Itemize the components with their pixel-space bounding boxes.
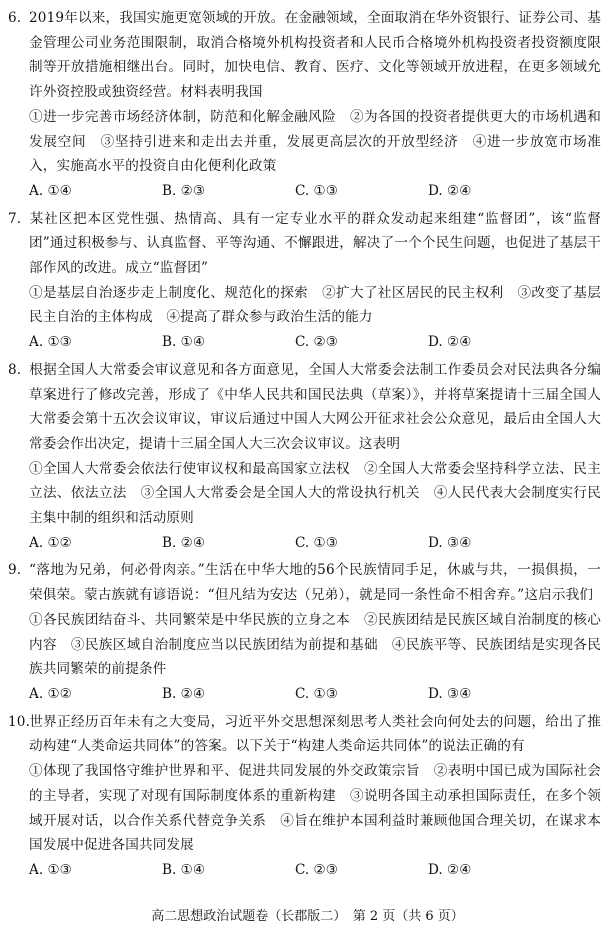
choice-c[interactable]: C. ①③ [295, 182, 338, 199]
choice-d[interactable]: D. ③④ [428, 534, 472, 551]
page-footer: 高二思想政治试题卷（长郡版二） 第 2 页（共 6 页） [151, 909, 464, 924]
question-9 [8, 558, 601, 706]
question-stem: 某社区把本区党性强、热情高、具有一定专业水平的群众发动起来组建“监督团”，该“监督团”通过积极参与、认真监督、平等沟通、不懈跟进，解决了一个个民生问题，也促进了基层干部作风的改进。成立“监督团” [29, 210, 601, 277]
choice-d[interactable]: D. ②④ [428, 861, 472, 878]
question-7 [8, 207, 601, 355]
question-10 [8, 710, 601, 883]
choice-c[interactable]: C. ①③ [295, 534, 338, 551]
choice-a[interactable]: A. ①② [29, 534, 72, 551]
answer-choices [8, 531, 601, 556]
question-8 [8, 358, 601, 556]
question-options: ①体现了我国恪守维护世界和平、促进共同发展的外交政策宗旨 ②表明中国已成为国际社会的主导者，实现了对现有国际制度体系的重新构建 ③说明各国主动承担国际责任，在多个领域开展对话，以合作关系代替竞争关系 ④旨在维护本国利益时兼顾他国合理关切，在谋求本国发展中促进各国共同发展 [29, 763, 601, 854]
question-number: 9. [8, 562, 22, 579]
choice-b[interactable]: B. ①④ [162, 861, 206, 878]
question-number: 7. [8, 210, 22, 227]
answer-choices [8, 330, 601, 355]
question-number: 8. [8, 361, 22, 378]
choice-c[interactable]: C. ②③ [295, 334, 338, 351]
question-6 [8, 6, 601, 204]
question-stem: 2019年以来，我国实施更宽领域的开放。在金融领域，全面取消在华外资银行、证券公司、基金管理公司业务范围限制，取消合格境外机构投资者和人民币合格境外机构投资者投资额度限制等开放措施相继出台。同时，加快电信、教育、医疗、文化等领域开放进程，在更多领域允许外资控股或独资经营。材料表明我国 [29, 10, 601, 101]
choice-a[interactable]: A. ①④ [29, 182, 72, 199]
choice-a[interactable]: A. ①② [29, 685, 72, 702]
question-number: 10. [8, 713, 31, 730]
choice-d[interactable]: D. ③④ [428, 685, 472, 702]
answer-choices [8, 858, 601, 883]
answer-choices [8, 179, 601, 204]
choice-b[interactable]: B. ②③ [162, 182, 206, 199]
choice-d[interactable]: D. ②④ [428, 334, 472, 351]
question-options: ①是基层自治逐步走上制度化、规范化的探索 ②扩大了社区居民的民主权利 ③改变了基层民主自治的主体构成 ④提高了群众参与政治生活的能力 [29, 284, 601, 326]
answer-choices [8, 682, 601, 707]
choice-b[interactable]: B. ①④ [162, 334, 206, 351]
choice-b[interactable]: B. ②④ [162, 685, 206, 702]
question-stem: “落地为兄弟，何必骨肉亲。”生活在中华大地的56个民族情同手足，休戚与共，一损俱损，一荣俱荣。蒙古族就有谚语说：“但凡结为安达（兄弟），就是同一条性命不相舍弃。”这启示我们 [29, 562, 601, 604]
choice-b[interactable]: B. ②④ [162, 534, 206, 551]
question-options: ①各民族团结奋斗、共同繁荣是中华民族的立身之本 ②民族团结是民族区域自治制度的核心内容 ③民族区域自治制度应当以民族团结为前提和基础 ④民族平等、民族团结是实现各民族共同繁荣的前提条件 [29, 611, 601, 678]
choice-d[interactable]: D. ②④ [428, 182, 472, 199]
choice-c[interactable]: C. ①③ [295, 685, 338, 702]
question-options: ①进一步完善市场经济体制，防范和化解金融风险 ②为各国的投资者提供更大的市场机遇和发展空间 ③坚持引进来和走出去并重，发展更高层次的开放型经济 ④进一步放宽市场准入，实施高水平的投资自由化便利化政策 [29, 108, 601, 175]
question-options: ①全国人大常委会依法行使审议权和最高国家立法权 ②全国人大常委会坚持科学立法、民主立法、依法立法 ③全国人大常委会是全国人大的常设执行机关 ④人民代表大会制度实行民主集中制的组织和活动原则 [29, 460, 601, 527]
choice-a[interactable]: A. ①③ [29, 334, 72, 351]
choice-c[interactable]: C. ②③ [295, 861, 338, 878]
question-number: 6. [8, 10, 22, 26]
choice-a[interactable]: A. ①③ [29, 861, 72, 878]
question-stem: 世界正经历百年未有之大变局，习近平外交思想深刻思考人类社会向何处去的问题，给出了推动构建“人类命运共同体”的答案。以下关于“构建人类命运共同体”的说法正确的有 [29, 713, 601, 755]
question-stem: 根据全国人大常委会审议意见和各方面意见，全国人大常委会法制工作委员会对民法典各分编草案进行了修改完善，形成了《中华人民共和国民法典（草案）》，并将草案提请十三届全国人大常委会第十五次会议审议，审议后通过中国人大网公开征求社会公众意见，最后由全国人大常委会作出决定，提请十三届全国人大三次会议审议。这表明 [29, 361, 601, 452]
